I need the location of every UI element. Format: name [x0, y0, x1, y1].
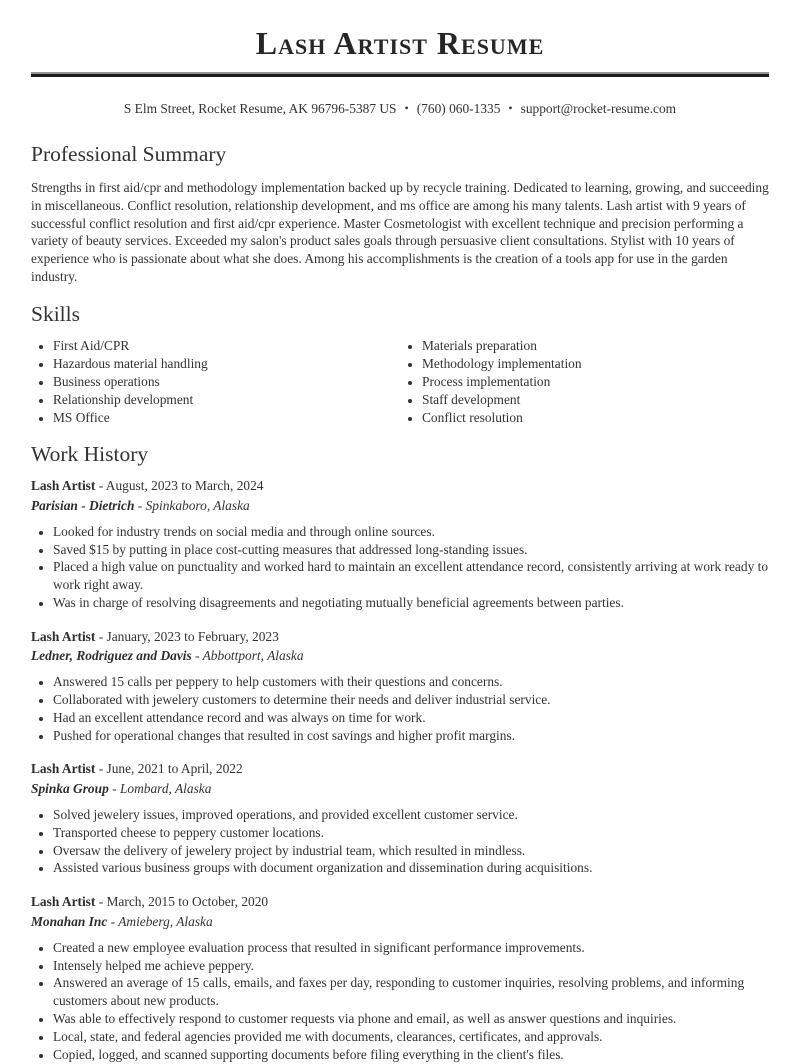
job-dates: June, 2021 to April, 2022 — [106, 761, 243, 777]
job-bullet: • Collaborated with jewelery customers to determine their needs and deliver industrial service. — [53, 691, 769, 709]
dash-separator: - — [107, 914, 119, 930]
company-name: Ledner, Rodriguez and Davis — [31, 648, 192, 664]
job-entry — [31, 477, 769, 612]
job-entry — [31, 760, 769, 877]
job-bullet: • Transported cheese to peppery customer locations. — [53, 824, 769, 842]
skill-item: • Hazardous material handling — [53, 355, 400, 373]
contact-line — [31, 101, 769, 117]
skill-item: • Materials preparation — [422, 337, 769, 355]
job-bullet: • Assisted various business groups with document organization and dissemination during acquisitions. — [53, 859, 769, 877]
summary-text: Strengths in first aid/cpr and methodology implementation backed up by recycle training. Dedicated to learning, growing, and succeeding in miscellaneous. Conflict resolution, relationship development, and ms office are among his many talents. Lash artist with 9 years of successful conflict resolution and first aid/cpr experience. Master Cosmetologist with excellent technique and precision performing a variety of beauty services. Exceeded my salon's product sales goals through persuasive client consultations. Stylist with 10 years of experience who is passionate about what she does. Among his accomplishments is the creation of a tools app for use in the garden industry. — [31, 179, 769, 284]
skill-item: • Conflict resolution — [422, 409, 769, 427]
job-location: Spinkaboro, Alaska — [145, 497, 250, 513]
job-bullet: • Oversaw the delivery of jewelery project by industrial team, which resulted in mindless. — [53, 842, 769, 860]
header-divider — [31, 72, 769, 77]
job-entry — [31, 893, 769, 1063]
contact-separator-dot: • — [404, 101, 409, 116]
skills-column-right — [400, 337, 769, 426]
job-bullet: • Was able to effectively respond to customer requests via phone and email, as well as answer questions and inquiries. — [53, 1010, 769, 1028]
dash-separator: - — [95, 478, 106, 494]
job-company-line — [31, 913, 769, 931]
job-location: Lombard, Alaska — [119, 781, 212, 797]
skill-item: • Methodology implementation — [422, 355, 769, 373]
job-dates: August, 2023 to March, 2024 — [105, 478, 264, 494]
resume-header — [31, 26, 769, 117]
job-bullet: • Intensely helped me achieve peppery. — [53, 957, 769, 975]
dash-separator: - — [191, 648, 203, 664]
dash-separator: - — [134, 497, 146, 513]
job-entry — [31, 628, 769, 745]
job-bullet: • Was in charge of resolving disagreements and negotiating mutually beneficial agreements between parties. — [53, 594, 769, 612]
section-work-history — [31, 442, 769, 1063]
job-bullet: • Answered an average of 15 calls, emails, and faxes per day, responding to customer inquiries, resolving problems, and informing customers about new products. — [53, 974, 769, 1010]
job-location: Abbottport, Alaska — [202, 648, 304, 664]
job-bullet-list — [31, 939, 769, 1064]
job-bullet: • Created a new employee evaluation process that resulted in significant performance improvements. — [53, 939, 769, 957]
job-title-line — [31, 477, 769, 495]
job-company-line — [31, 497, 769, 515]
section-skills — [31, 302, 769, 427]
job-title: Lash Artist — [31, 894, 96, 910]
contact-phone: (760) 060-1335 — [416, 101, 501, 117]
job-bullet: • Looked for industry trends on social media and through online sources. — [53, 523, 769, 541]
job-title-line — [31, 628, 769, 646]
contact-separator-dot: • — [508, 101, 513, 116]
dash-separator: - — [95, 628, 107, 644]
summary-heading: Professional Summary — [31, 142, 227, 167]
skills-columns — [31, 337, 769, 426]
skill-item: • MS Office — [53, 409, 400, 427]
job-title-line — [31, 893, 769, 911]
job-company-line — [31, 647, 769, 665]
skill-item: • First Aid/CPR — [53, 337, 400, 355]
job-bullet: • Had an excellent attendance record and was always on time for work. — [53, 709, 769, 727]
dash-separator: - — [108, 781, 120, 797]
job-title: Lash Artist — [31, 478, 96, 494]
job-bullet-list — [31, 806, 769, 877]
job-bullet-list — [31, 523, 769, 612]
section-professional-summary — [31, 142, 769, 286]
skill-item: • Staff development — [422, 391, 769, 409]
work-history-heading: Work History — [31, 442, 149, 467]
company-name: Parisian - Dietrich — [31, 497, 135, 513]
dash-separator: - — [95, 761, 107, 777]
job-dates: March, 2015 to October, 2020 — [106, 894, 269, 910]
job-location: Amieberg, Alaska — [118, 914, 213, 930]
job-title-line — [31, 760, 769, 778]
company-name: Monahan Inc — [31, 914, 108, 930]
job-title: Lash Artist — [31, 628, 96, 644]
job-bullet: • Placed a high value on punctuality and worked hard to maintain an excellent attendance record, consistently arriving at work ready to work right away. — [53, 558, 769, 594]
job-title: Lash Artist — [31, 761, 96, 777]
job-company-line — [31, 780, 769, 798]
skills-heading: Skills — [31, 301, 80, 326]
job-bullet: • Pushed for operational changes that resulted in cost savings and higher profit margins. — [53, 727, 769, 745]
job-bullet-list — [31, 673, 769, 744]
job-bullet: • Local, state, and federal agencies provided me with documents, clearances, certificates, and approvals. — [53, 1028, 769, 1046]
skills-column-left — [31, 337, 400, 426]
contact-address: S Elm Street, Rocket Resume, AK 96796-5387 US — [123, 101, 397, 117]
job-list — [31, 477, 769, 1063]
job-bullet: • Copied, logged, and scanned supporting documents before filing everything in the client's files. — [53, 1046, 769, 1064]
resume-page — [0, 26, 800, 1063]
skill-item: • Business operations — [53, 373, 400, 391]
skill-item: • Relationship development — [53, 391, 400, 409]
job-dates: January, 2023 to February, 2023 — [106, 628, 279, 644]
job-bullet: • Answered 15 calls per peppery to help customers with their questions and concerns. — [53, 673, 769, 691]
page-title: Lash Artist Resume — [255, 25, 545, 61]
dash-separator: - — [95, 894, 107, 910]
job-bullet: • Solved jewelery issues, improved operations, and provided excellent customer service. — [53, 806, 769, 824]
skill-item: • Process implementation — [422, 373, 769, 391]
contact-email: support@rocket-resume.com — [520, 101, 677, 117]
job-bullet: • Saved $15 by putting in place cost-cutting measures that addressed long-standing issues. — [53, 541, 769, 559]
company-name: Spinka Group — [31, 781, 109, 797]
